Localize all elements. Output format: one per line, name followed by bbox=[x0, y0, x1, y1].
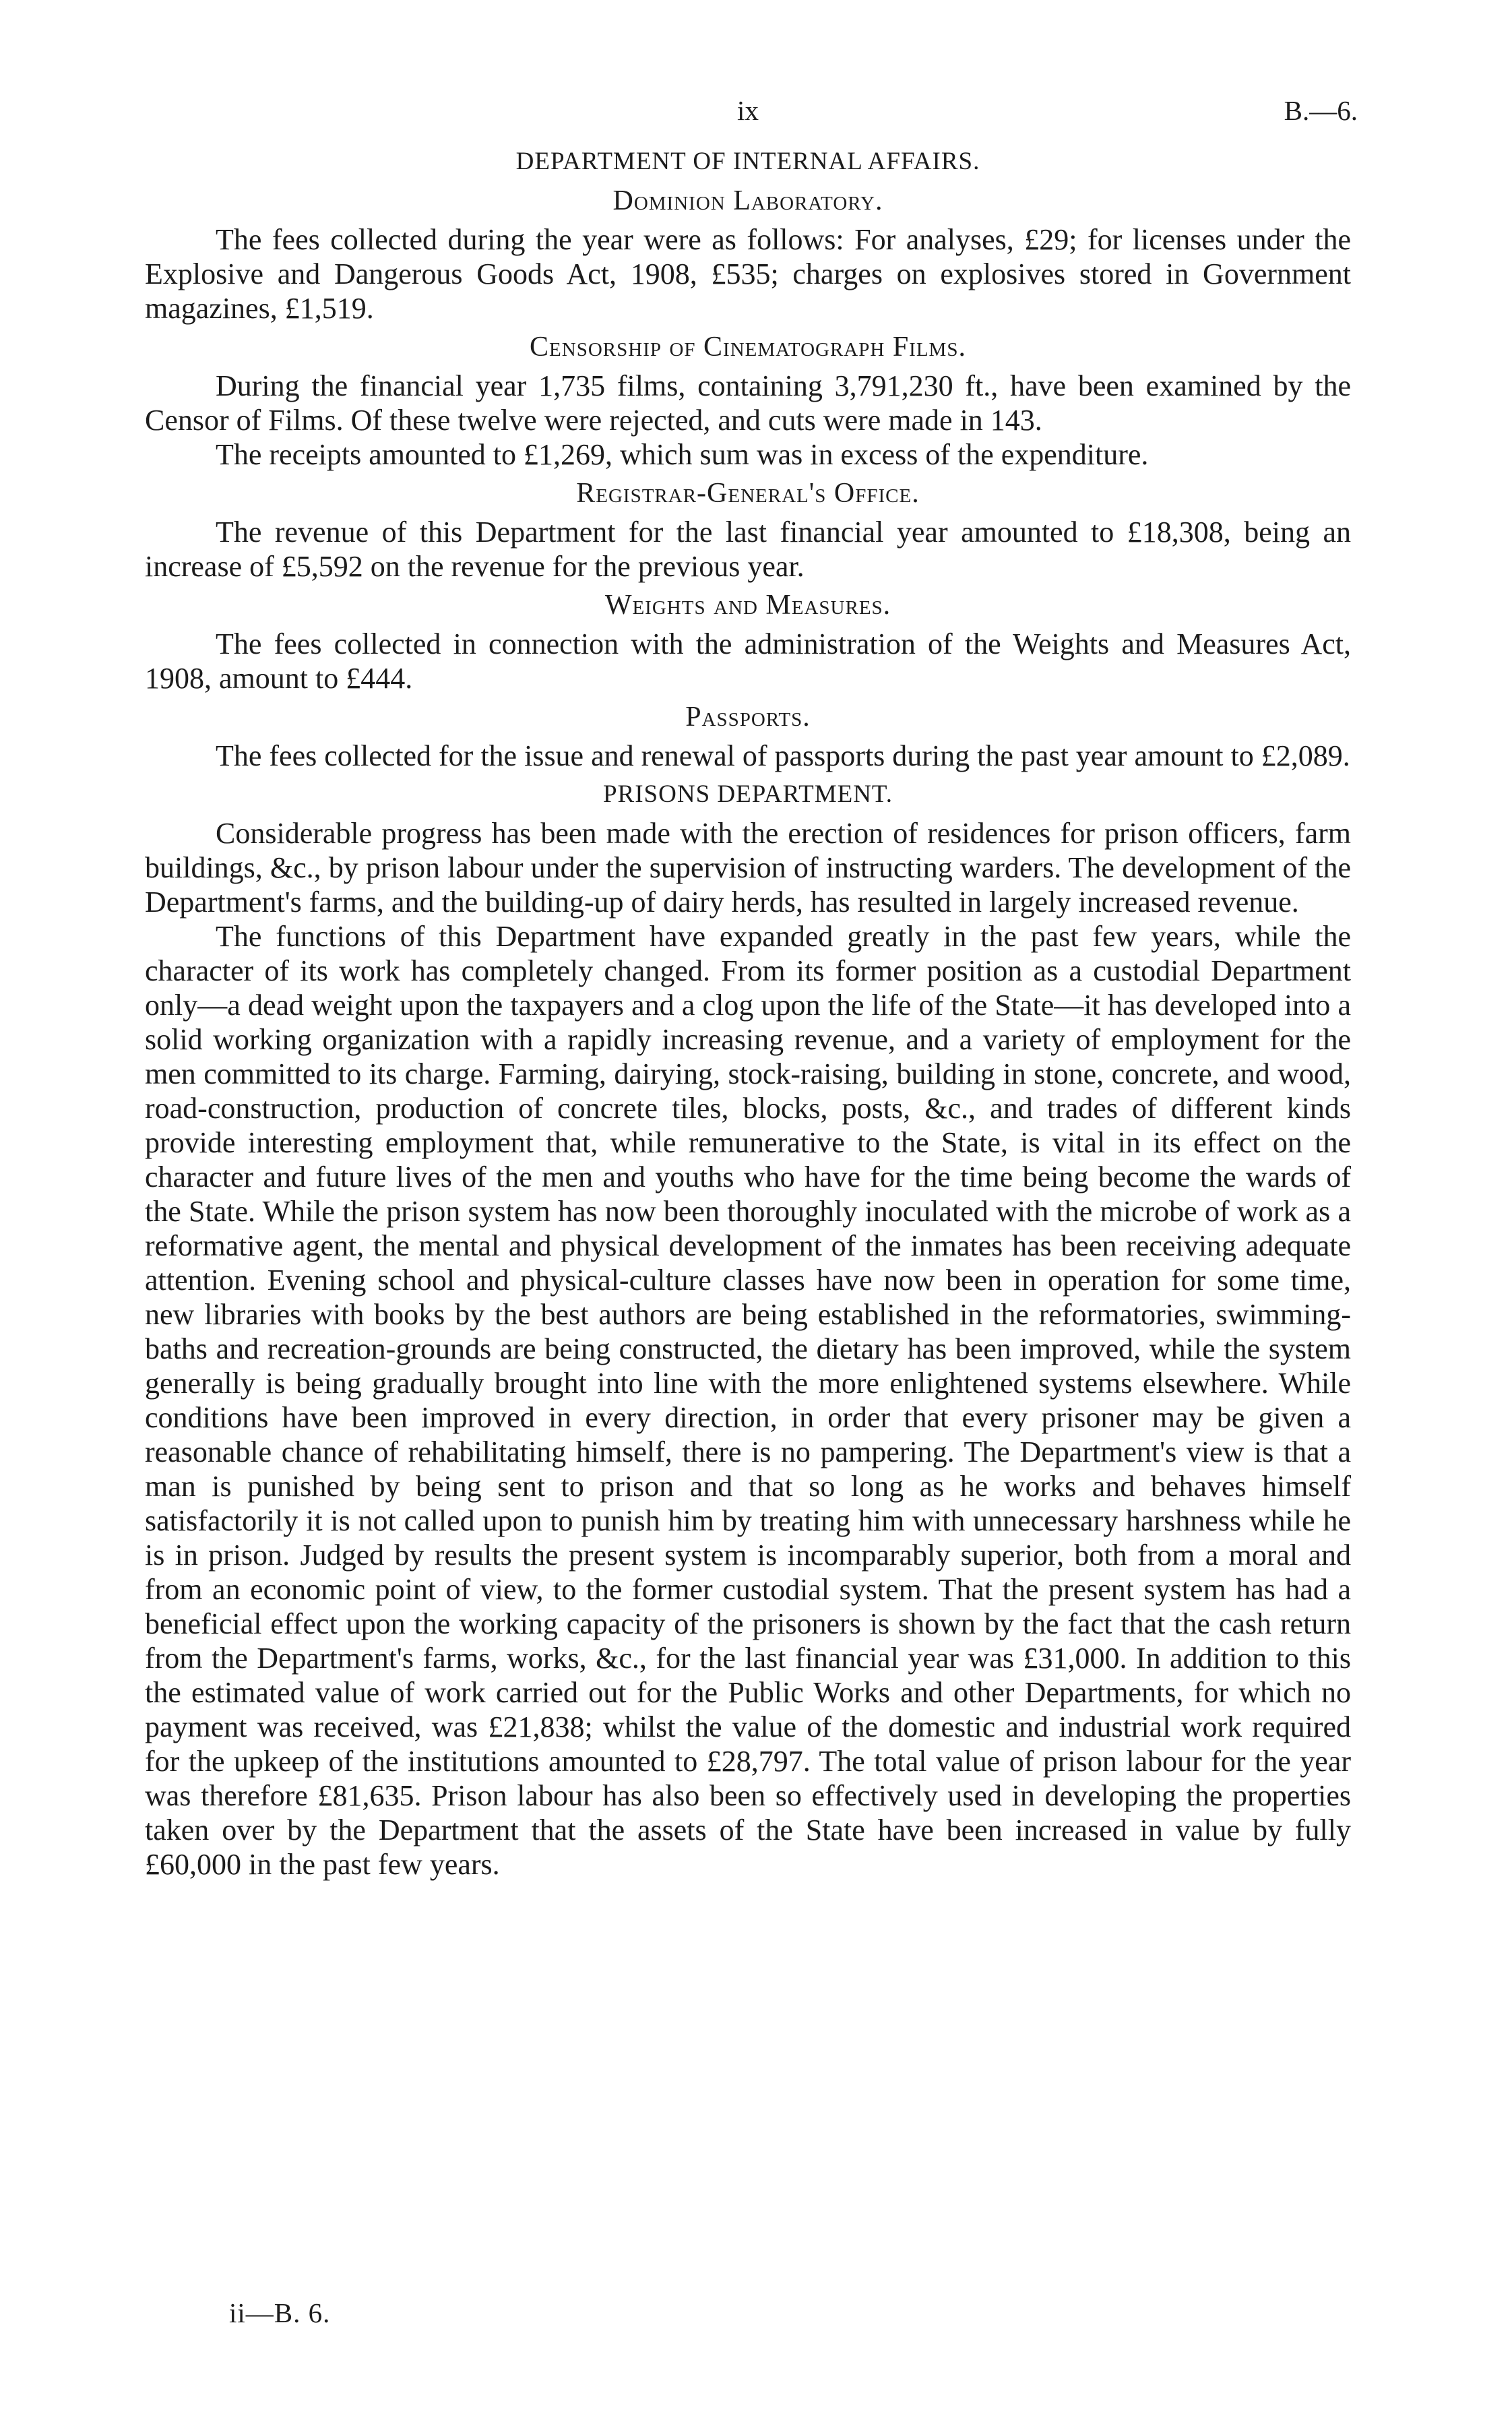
section-passports bbox=[145, 700, 1351, 773]
paragraph: The functions of this Department have expanded greatly in the past few years, while the character of its work has completely changed. From its former position as a custodial Department only—a dead weight upon the taxpayers and a clog upon the life of the State—it has developed into a solid working organization with a rapidly increasing revenue, and a variety of employment for the men committed to its charge. Farming, dairying, stock-raising, building in stone, concrete, and wood, road-construction, production of concrete tiles, blocks, posts, &c., and trades of different kinds provide interesting employment that, while remunerative to the State, is vital in its effect on the character and future lives of the men and youths who have for the time being become the wards of the State. While the prison system has now been thoroughly inoculated with the microbe of work as a reformative agent, the mental and physical development of the inmates has been receiving adequate attention. Evening school and physical-culture classes have now been in operation for some time, new libraries with books by the best authors are being established in the reformatories, swimming-baths and recreation-grounds are being constructed, the dietary has been improved, while the system generally is being gradually brought into line with the more enlightened systems elsewhere. While conditions have been improved in every direction, in order that every prisoner may be given a reasonable chance of rehabilitating himself, there is no pampering. The Department's view is that a man is punished by being sent to prison and that so long as he works and behaves himself satisfactorily it is not called upon to punish him by treating him with unnecessary harshness while he is in prison. Judged by results the present system is incomparably superior, both from a moral and from an economic point of view, to the former custodial system. That the present system has had a beneficial effect upon the working capacity of the prisoners is shown by the fact that the cash return from the Department's farms, works, &c., for the last financial year was £31,000. In addition to this the estimated value of work carried out for the Public Works and other Departments, for which no payment was received, was £21,838; whilst the value of the domestic and industrial work required for the upkeep of the institutions amounted to £28,797. The total value of prison labour for the year was therefore £81,635. Prison labour has also been so effectively used in developing the properties taken over by the Department that the assets of the State have been increased in value by fully £60,000 in the past few years. bbox=[145, 920, 1351, 1881]
paragraph: The fees collected in connection with the administration of the Weights and Measures Act, 1908, amount to £444. bbox=[145, 627, 1351, 695]
signature-mark: ii—B. 6. bbox=[229, 2297, 331, 2328]
paragraph: The fees collected during the year were as follows: For analyses, £29; for licenses under the Explosive and Dangerous Goods Act, 1908, £535; charges on explosives stored in Government magazines, £1,519. bbox=[145, 223, 1351, 325]
running-head bbox=[145, 94, 1358, 142]
section-heading: Registrar-General's Office. bbox=[576, 478, 920, 509]
prisons-heading: PRISONS DEPARTMENT. bbox=[602, 780, 893, 808]
document-reference: B.—6. bbox=[1284, 95, 1358, 126]
section-censorship-films bbox=[145, 330, 1351, 472]
paragraph: The fees collected for the issue and renewal of passports during the past year amount to £2,089. bbox=[216, 739, 1350, 772]
section-heading: Censorship of Cinematograph Films. bbox=[530, 332, 966, 363]
section-heading: Passports. bbox=[685, 702, 811, 733]
paragraph: During the financial year 1,735 films, containing 3,791,230 ft., have been examined by the Censor of Films. Of these twelve were rejected, and cuts were made in 143. bbox=[145, 369, 1351, 437]
document-page bbox=[145, 94, 1358, 1886]
paragraph: Considerable progress has been made with the erection of residences for prison officers, farm buildings, &c., by prison labour under the supervision of instructing warders. The development of the Department's farms, and the building-up of dairy herds, has resulted in largely increased revenue. bbox=[145, 817, 1351, 919]
department-heading: DEPARTMENT OF INTERNAL AFFAIRS. bbox=[515, 148, 980, 175]
section-registrar-general bbox=[145, 476, 1351, 584]
paragraph: The receipts amounted to £1,269, which sum was in excess of the expenditure. bbox=[216, 438, 1149, 471]
paragraph: The revenue of this Department for the last financial year amounted to £18,308, being an increase of £5,592 on the revenue for the previous year. bbox=[145, 516, 1351, 583]
section-prisons bbox=[145, 777, 1351, 1882]
section-heading: Dominion Laboratory. bbox=[612, 185, 883, 216]
section-heading: Weights and Measures. bbox=[604, 590, 891, 621]
section-dominion-laboratory bbox=[145, 183, 1351, 325]
section-weights-measures bbox=[145, 588, 1351, 695]
page-number: ix bbox=[737, 95, 759, 126]
